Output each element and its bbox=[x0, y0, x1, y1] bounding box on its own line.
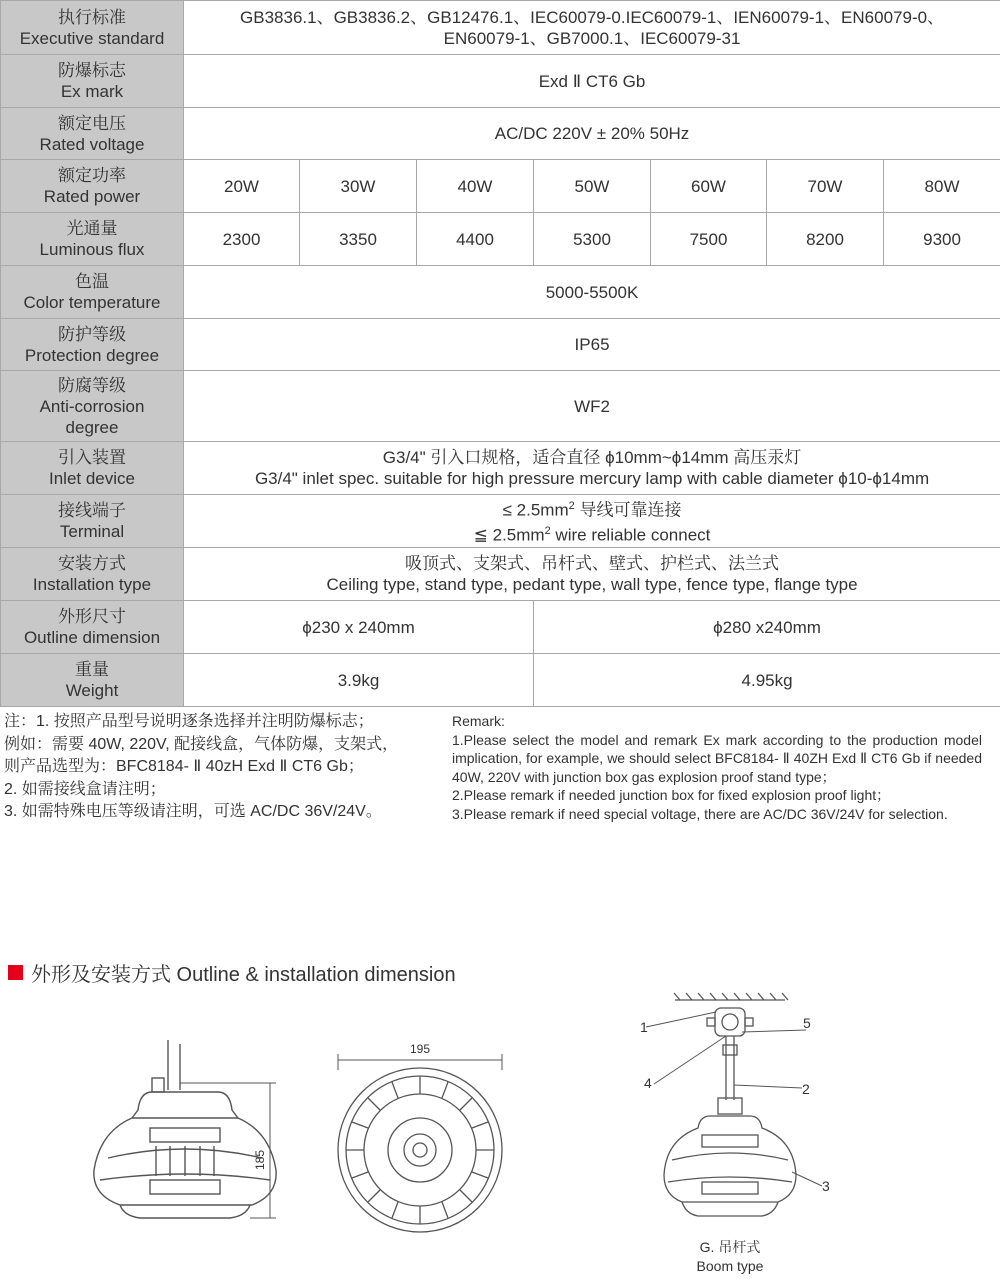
label-protection-degree: 防护等级 Protection degree bbox=[1, 319, 184, 371]
row-outline-dimension bbox=[1, 601, 1000, 654]
flux-cell: 7500 bbox=[651, 213, 767, 266]
dimension-cell: ϕ230 x 240mm bbox=[184, 601, 534, 654]
flux-cell: 5300 bbox=[534, 213, 651, 266]
label-outline-dimension: 外形尺寸 Outline dimension bbox=[1, 601, 184, 654]
note-line: 2. 如需接线盒请注明； bbox=[4, 780, 166, 798]
flux-cell: 8200 bbox=[767, 213, 884, 266]
flux-cell: 3350 bbox=[300, 213, 417, 266]
row-luminous-flux bbox=[1, 213, 1000, 266]
power-cell: 60W bbox=[651, 160, 767, 213]
row-inlet-device bbox=[1, 442, 1000, 495]
note-line: 3. 如需特殊电压等级请注明，可选 AC/DC 36V/24V。 bbox=[4, 803, 382, 820]
value-color-temperature: 5000-5500K bbox=[184, 266, 1000, 319]
value-executive-standard: GB3836.1、GB3836.2、GB12476.1、IEC60079-0.IEC60079-1、IEN60079-1、EN60079-0、 EN60079-1、GB7000.1、IEC60079-31 bbox=[184, 1, 1000, 55]
value-terminal: ≤ $2.5mm^2$ 导线可靠连接 ≦ $2.5mm^2$ wire reliable connect bbox=[184, 495, 1000, 548]
callout-2: 2 bbox=[802, 1081, 810, 1097]
width-dimension-label: 195 bbox=[409, 1042, 431, 1056]
row-executive-standard bbox=[1, 1, 1000, 55]
power-cell: 50W bbox=[534, 160, 651, 213]
callout-4: 4 bbox=[644, 1075, 652, 1091]
callout-3: 3 bbox=[822, 1178, 830, 1194]
row-rated-voltage bbox=[1, 108, 1000, 160]
power-cell: 80W bbox=[884, 160, 1000, 213]
row-anti-corrosion bbox=[1, 371, 1000, 442]
value-installation-type: 吸顶式、支架式、吊杆式、壁式、护栏式、法兰式 Ceiling type, stand type, pedant type, wall type, fence type, flange type bbox=[184, 548, 1000, 601]
top-view-drawing bbox=[330, 1040, 510, 1235]
red-square-icon bbox=[8, 965, 23, 980]
row-installation-type bbox=[1, 548, 1000, 601]
label-rated-power: 额定功率 Rated power bbox=[1, 160, 184, 213]
callout-5: 5 bbox=[803, 1015, 811, 1031]
note-line: 注：1. 按照产品型号说明逐条选择并注明防爆标志； bbox=[4, 713, 374, 730]
power-cell: 30W bbox=[300, 160, 417, 213]
remark-title: Remark: bbox=[452, 713, 505, 729]
value-anti-corrosion: WF2 bbox=[184, 371, 1000, 442]
remark-item: 2.Please remark if needed junction box for fixed explosion proof light； bbox=[452, 787, 891, 804]
label-weight: 重量 Weight bbox=[1, 654, 184, 707]
weight-cell: 4.95kg bbox=[534, 654, 1000, 707]
value-protection-degree: IP65 bbox=[184, 319, 1000, 371]
note-line: 例如：需要 40W, 220V, 配接线盒，气体防爆，支架式， bbox=[4, 735, 399, 753]
label-ex-mark: 防爆标志 Ex mark bbox=[1, 55, 184, 108]
notes-english bbox=[452, 712, 982, 824]
flux-cell: 9300 bbox=[884, 213, 1000, 266]
row-terminal bbox=[1, 495, 1000, 548]
label-color-temperature: 色温 Color temperature bbox=[1, 266, 184, 319]
row-rated-power bbox=[1, 160, 1000, 213]
row-color-temperature bbox=[1, 266, 1000, 319]
weight-cell: 3.9kg bbox=[184, 654, 534, 707]
row-protection-degree bbox=[1, 319, 1000, 371]
label-anti-corrosion: 防腐等级 Anti-corrosion degree bbox=[1, 371, 184, 442]
label-inlet-device: 引入装置 Inlet device bbox=[1, 442, 184, 495]
height-dimension-label: 185 bbox=[253, 1149, 267, 1171]
label-executive-standard: 执行标准 Executive standard bbox=[1, 1, 184, 55]
label-terminal: 接线端子 Terminal bbox=[1, 495, 184, 548]
dimension-cell: ϕ280 x240mm bbox=[534, 601, 1000, 654]
row-ex-mark bbox=[1, 55, 1000, 108]
power-cell: 40W bbox=[417, 160, 534, 213]
boom-type-drawing bbox=[630, 990, 850, 1235]
callout-1: 1 bbox=[640, 1019, 648, 1035]
side-view-drawing bbox=[80, 1030, 290, 1230]
value-inlet-device: G3/4" 引入口规格，适合直径 ϕ10mm~ϕ14mm 高压汞灯 G3/4" inlet spec. suitable for high pressure mercury lamp with cable diameter ϕ10-ϕ14mm bbox=[184, 442, 1000, 495]
note-line: 则产品选型为：BFC8184- Ⅱ 40zH Exd Ⅱ CT6 Gb； bbox=[4, 758, 364, 775]
power-cell: 20W bbox=[184, 160, 300, 213]
row-weight bbox=[1, 654, 1000, 707]
notes-chinese bbox=[4, 711, 440, 824]
value-rated-voltage: AC/DC 220V ± 20% 50Hz bbox=[184, 108, 1000, 160]
value-ex-mark: Exd Ⅱ CT6 Gb bbox=[184, 55, 1000, 108]
label-rated-voltage: 额定电压 Rated voltage bbox=[1, 108, 184, 160]
remark-item: 1.Please select the model and remark Ex mark according to the production model implication, for example, we should select BFC8184- Ⅱ 40ZH Exd Ⅱ CT6 Gb if needed 40W, 220V with junction box gas explosion proof stand type； bbox=[452, 731, 982, 785]
label-installation-type: 安装方式 Installation type bbox=[1, 548, 184, 601]
remark-item: 3.Please remark if need special voltage, there are AC/DC 36V/24V for selection. bbox=[452, 805, 948, 822]
label-luminous-flux: 光通量 Luminous flux bbox=[1, 213, 184, 266]
power-cell: 70W bbox=[767, 160, 884, 213]
flux-cell: 4400 bbox=[417, 213, 534, 266]
section-title: 外形及安装方式 Outline & installation dimension bbox=[8, 960, 456, 984]
flux-cell: 2300 bbox=[184, 213, 300, 266]
drawing-caption: G. 吊杆式 Boom type bbox=[696, 1239, 764, 1274]
